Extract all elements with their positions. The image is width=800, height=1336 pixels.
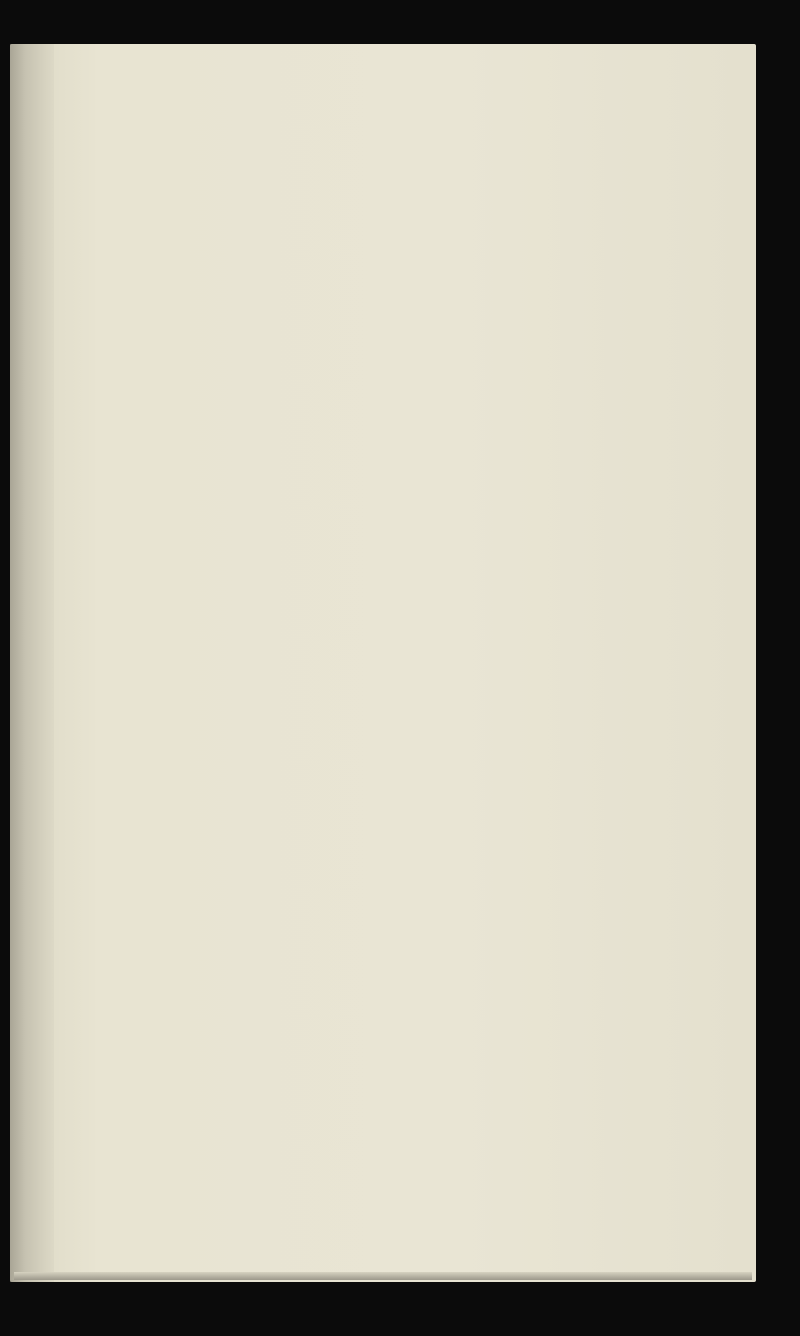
- page-lower-edge: [14, 1272, 752, 1280]
- page-gutter-shadow: [10, 44, 54, 1282]
- book-page: [10, 44, 756, 1282]
